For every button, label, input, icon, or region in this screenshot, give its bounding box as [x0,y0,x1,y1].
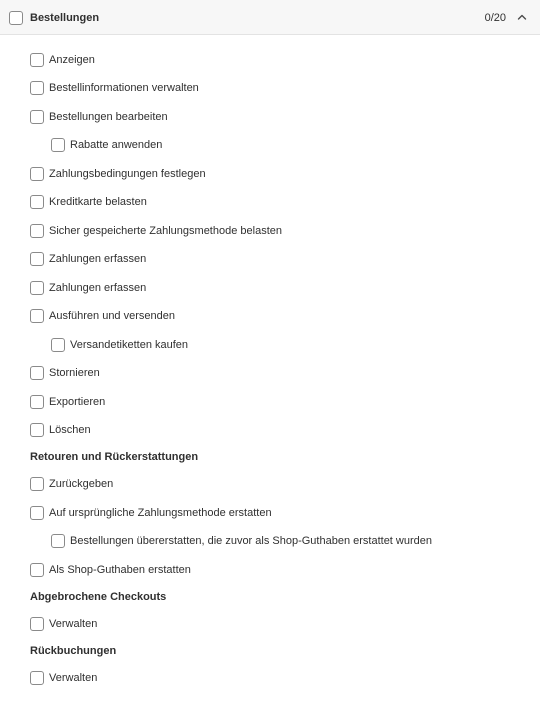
checkbox-sicher-gespeicherte-zahlungsmethode-belasten[interactable] [30,224,44,238]
checkbox-exportieren[interactable] [30,395,44,409]
label-zurueckgeben: Zurückgeben [49,478,114,490]
checkbox-auf-urspruengliche-zahlungsmethode-erstatten[interactable] [30,506,44,520]
label-zahlungen-erfassen-1: Zahlungen erfassen [49,253,147,265]
checkbox-bestellungen-uebererstatten[interactable] [51,534,65,548]
label-checkouts-verwalten: Verwalten [49,618,98,630]
label-rueckbuchungen-verwalten: Verwalten [49,672,98,684]
label-auf-urspruengliche-zahlungsmethode-erstatten: Auf ursprüngliche Zahlungsmethode erstatten [49,507,272,519]
select-all-checkbox[interactable] [9,11,23,25]
label-loeschen: Löschen [49,424,91,436]
label-bestellungen-uebererstatten: Bestellungen übererstatten, die zuvor als Shop-Guthaben erstattet wurden [70,535,433,547]
checkbox-zahlungen-erfassen-1[interactable] [30,252,44,266]
bestellungen-header[interactable] [0,0,540,35]
label-als-shop-guthaben-erstatten: Als Shop-Guthaben erstatten [49,564,191,576]
checkbox-zurueckgeben[interactable] [30,477,44,491]
label-bestellinformationen-verwalten: Bestellinformationen verwalten [49,82,199,94]
section-title-retouren: Retouren und Rückerstattungen [30,451,199,463]
header-title: Bestellungen [30,12,100,24]
checkbox-rueckbuchungen-verwalten[interactable] [30,671,44,685]
checkbox-rabatte-anwenden[interactable] [51,138,65,152]
checkbox-zahlungen-erfassen-2[interactable] [30,281,44,295]
checkbox-checkouts-verwalten[interactable] [30,617,44,631]
checkbox-bestellinformationen-verwalten[interactable] [30,81,44,95]
label-ausfuehren-und-versenden: Ausführen und versenden [49,310,175,322]
checkbox-anzeigen[interactable] [30,53,44,67]
label-zahlungen-erfassen-2: Zahlungen erfassen [49,282,147,294]
section-title-abgebrochene-checkouts: Abgebrochene Checkouts [30,591,167,603]
checkbox-kreditkarte-belasten[interactable] [30,195,44,209]
checkbox-loeschen[interactable] [30,423,44,437]
label-kreditkarte-belasten: Kreditkarte belasten [49,196,147,208]
checkbox-als-shop-guthaben-erstatten[interactable] [30,563,44,577]
checkbox-zahlungsbedingungen-festlegen[interactable] [30,167,44,181]
checkbox-versandetiketten-kaufen[interactable] [51,338,65,352]
selected-count: 0/20 [484,12,506,24]
label-rabatte-anwenden: Rabatte anwenden [70,139,163,151]
label-zahlungsbedingungen-festlegen: Zahlungsbedingungen festlegen [49,168,206,180]
label-stornieren: Stornieren [49,367,100,379]
chevron-up-icon[interactable] [515,10,529,24]
checkbox-ausfuehren-und-versenden[interactable] [30,309,44,323]
label-exportieren: Exportieren [49,396,106,408]
label-anzeigen: Anzeigen [49,54,95,66]
section-title-rueckbuchungen: Rückbuchungen [30,645,117,657]
label-sicher-gespeicherte-zahlungsmethode-belasten: Sicher gespeicherte Zahlungsmethode belasten [49,225,282,237]
checkbox-stornieren[interactable] [30,366,44,380]
label-bestellungen-bearbeiten: Bestellungen bearbeiten [49,111,168,123]
label-versandetiketten-kaufen: Versandetiketten kaufen [70,339,189,351]
checkbox-bestellungen-bearbeiten[interactable] [30,110,44,124]
